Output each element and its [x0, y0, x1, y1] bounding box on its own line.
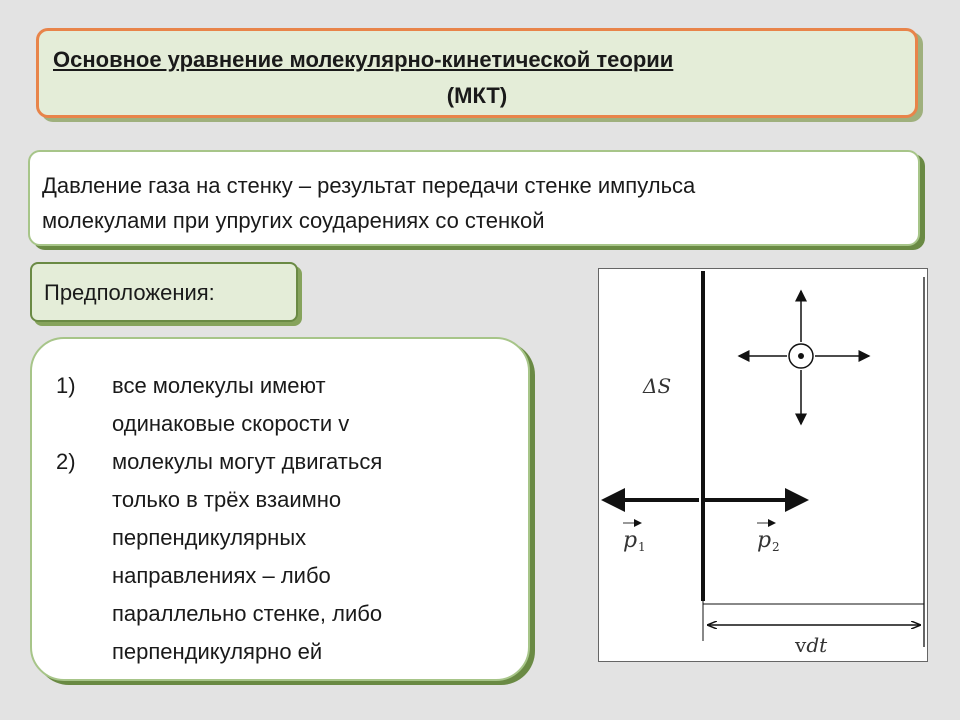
assumptions-label: Предположения:: [44, 280, 215, 305]
page-title-abbrev: (МКТ): [446, 83, 508, 108]
definition-line-1: Давление газа на стенку – результат передачи стенке импульса: [42, 173, 696, 198]
distance-label: [794, 633, 828, 657]
definition-box: [28, 150, 920, 246]
list-item-line: направлениях – либо: [112, 563, 331, 588]
p2-label: p: [757, 528, 772, 553]
list-item-line: перпендикулярно ей: [112, 639, 323, 664]
area-label: ΔS: [643, 374, 672, 398]
list-item-line: все молекулы имеют: [112, 373, 326, 398]
assumptions-list: [30, 337, 530, 681]
distance-label-dt: dt: [806, 633, 828, 657]
list-item-number: 2): [56, 449, 76, 474]
p1-label: p: [623, 528, 638, 553]
list-item-text: [112, 367, 532, 443]
list-item-text: [112, 443, 532, 671]
wall-momentum-diagram: [598, 268, 928, 662]
list-item-line: параллельно стенке, либо: [112, 601, 383, 626]
p1-subscript: 1: [638, 540, 646, 554]
title-box: [36, 28, 918, 118]
definition-line-2: молекулами при упругих соударениях со стенкой: [42, 208, 545, 233]
list-item-number: 1): [56, 373, 76, 398]
list-item-line: одинаковые скорости v: [112, 411, 350, 436]
list-item-line: только в трёх взаимно: [112, 487, 342, 512]
molecule-center-dot: [798, 353, 804, 359]
p2-subscript: 2: [772, 540, 780, 554]
list-item-line: молекулы могут двигаться: [112, 449, 383, 474]
assumptions-label-box: [30, 262, 298, 322]
distance-label-v: v: [795, 633, 807, 657]
page-title: Основное уравнение молекулярно-кинетической теории: [53, 47, 674, 72]
list-item-line: перпендикулярных: [112, 525, 307, 550]
diagram-svg: [599, 269, 929, 663]
